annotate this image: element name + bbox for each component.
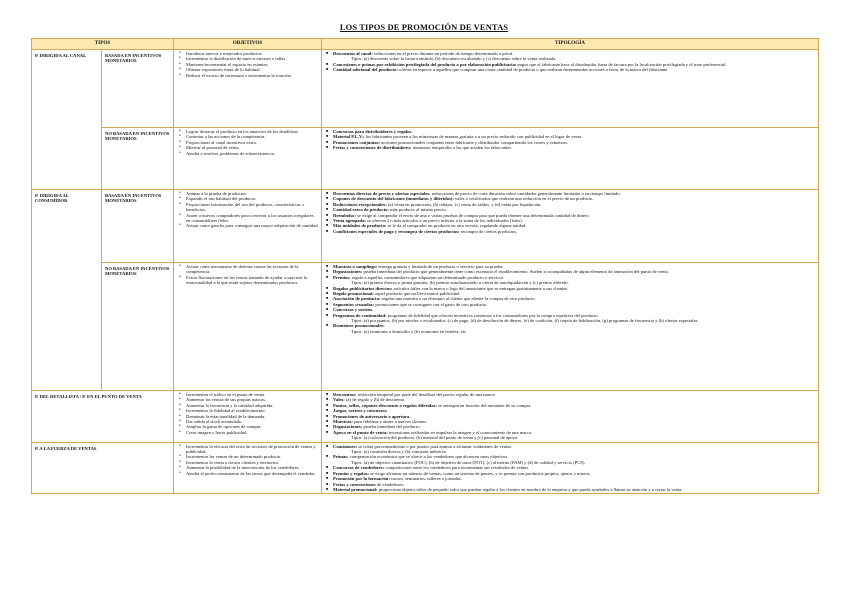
tipologia-item [333, 275, 816, 280]
tipologia-description: prueba inmediata del producto que generalmente tiene como escenario el establecimiento. Suelen ir acompañadas de algún elemento de animación del punto de venta. [362, 269, 669, 275]
objetivos-cell [174, 128, 322, 190]
tipologia-term: Descuentos al canal: [333, 51, 373, 56]
table-row [32, 442, 819, 494]
category-cell: P. DEL DETALLISTA / P. EN EL PUNTO DE VENTA [32, 391, 174, 443]
tipologia-item [333, 323, 816, 328]
header-tipologia: TIPOLOGÍA [322, 39, 819, 50]
objetivo-item: • Animar a la prueba de productos. [186, 191, 319, 196]
tipologia-term: Puntos, sellos, cupones-descuento o regalos diferidos: [333, 402, 437, 408]
tipologia-term: Asociación de producto: [333, 296, 381, 302]
tipologia-description: entrega gratuita y limitada de un producto o servicio para su prueba. [377, 264, 504, 269]
tipologia-description: proporciona objetos útiles de pequeño valor que puedan regalar a los clientes en nombre de la empresa y que pueda ayudarles a llamar su atención y a cerrar la venta. [377, 486, 683, 492]
objetivo-item: • Proporcionar información del uso del producto, características o beneficios. [186, 202, 319, 213]
objetivo-item: • Incrementar la eficacia del resto de acciones de promoción de ventas y publicidad. [186, 444, 319, 455]
tipologia-term: Reuniones promocionales: [333, 323, 385, 329]
tipologia-term: Material P.L.V.: [333, 134, 365, 140]
tipologia-item [333, 444, 816, 449]
tipologia-term: Muestras: [333, 419, 353, 425]
objetivo-item: • Introducir nuevos o mejorados productos. [186, 51, 319, 56]
objetivo-item: • Motivar al personal de venta. [186, 145, 319, 150]
objetivos-cell [174, 190, 322, 263]
tipologia-term: Descuentos directos de precio y ofertas especiales: [333, 191, 431, 196]
tipologia-description: (a) de regalo y (b) de descuento. [344, 397, 406, 403]
tipologia-description: de vendedores. [375, 481, 405, 487]
tipologia-description: inversiones realizadas en impulsar la imagen y el conocimiento de una marca. [387, 429, 533, 435]
tipologia-term: Muestras o samplings: [333, 264, 378, 269]
tipologia-term: Degustaciones: [333, 424, 363, 430]
tipologia-term: Programas de continuidad: [333, 312, 387, 318]
tipologia-description: reducción temporal por parte del detallista del precio regular de una marca. [356, 392, 496, 397]
tipologia-description: compensación económica que se ofrece a los vendedores que alcancen unos objetivos. [348, 454, 509, 460]
tipologia-term: Descuentos: [333, 392, 357, 397]
tipologia-subtypes: Tipos: (a) comisión directa y (b) comisión indirecta. [351, 449, 447, 455]
tipologia-description: se le da al comprador un producto en otro envase, regalando alguna unidad. [386, 223, 527, 229]
tipologia-description: prueba inmediata del producto. [362, 424, 421, 430]
tipologia-cell [322, 50, 819, 128]
tipologia-description: vales o certificados que realizan una reducción en el precio de un producto. [453, 196, 594, 202]
category-cell: P. DIRIGIDA AL CANAL [32, 50, 102, 190]
objetivo-item: • Incrementar el tráfico en el punto de venta. [186, 392, 319, 397]
tipologia-term: Concursos y sorteos. [333, 307, 374, 313]
objetivo-item: • Dar salida al stock acumulado. [186, 419, 319, 424]
objetivo-item: • Incrementar las ventas de un determinado producto. [186, 454, 319, 459]
tipologia-description: pagos que el fabricante hace al distribuidor fuera de factura por la localización privilegiada y el trato preferencial. [516, 61, 727, 67]
objetivo-item: • Atraer a nuevos compradores para convertir a los usuarios irregulares en consumidores fieles. [186, 213, 319, 224]
tipologia-description: se cobra porcentualmente o por puntos para animar a alcanzar volúmenes de ventas. [357, 443, 513, 449]
objetivo-item: • Mantener/incrementar el espacio en estantes. [186, 62, 319, 67]
objetivo-item: • Lograr destacar el producto en los anuncios de los detallistas. [186, 129, 319, 134]
table-row [32, 190, 819, 263]
tipologia-description: ofertas en especie a aquellos que compran una cierta cantidad de producto o que realizan determinadas acciones a favor de la marca del fabricante. [397, 67, 669, 73]
tipologia-description: reducciones en el precio durante un periodo de tiempo determinado a priori. [372, 51, 514, 56]
tipologia-item [333, 487, 816, 492]
objetivos-cell [174, 442, 322, 494]
tipologia-subtypes: Tipos: (a) por puntos, (b) por niveles o escalonados, (c) de pago, (d) de devolución de dinero, (e) de coalición, (f) tarjeta de fidelización, (g) programas de frecuencia y (h) ofertas especiales. [351, 318, 699, 324]
objetivo-item: • Obtener expositores fuera de lo habitual. [186, 67, 319, 72]
tipologia-description: artículos útiles con la marca o logo del anunciante que se entregan gratuitamente a sus clientes. [392, 285, 569, 291]
objetivo-item: • Incrementar la fidelidad al establecimiento. [186, 408, 319, 413]
category-cell: P. A LA FUERZA DE VENTAS [32, 442, 174, 494]
tipologia-term: Degustaciones: [333, 269, 363, 275]
tipologia-item [333, 454, 816, 459]
tipologia-description: regalar una muestra o un obsequio al cliente que aliente la compra de otro producto. [380, 296, 536, 302]
objetivos-cell [174, 263, 322, 391]
subcategory-cell: NO BASADA EN INCENTIVOS MONETARIOS [102, 128, 174, 190]
tipologia-description: se ofrecen 2 o más artículos a un precio inferior a la suma de los individuales (lotes). [365, 218, 523, 224]
tipologia-description: los fabricantes proveen a los minoristas de manera gratuita o a un precio reducido con publicidad en el lugar de venta. [364, 134, 583, 140]
tipologia-cell [322, 442, 819, 494]
tipologia-list [324, 264, 816, 334]
header-tipos: TIPOS [32, 39, 174, 50]
objetivo-item: • Aumentar la frecuencia y la cantidad adquirida. [186, 403, 319, 408]
objetivo-item: • Incrementar la distribución de nuevos envases o tallas. [186, 56, 319, 61]
tipologia-list [324, 392, 816, 441]
tipologia-term: Material promocional: [333, 486, 378, 492]
tipologia-item [333, 51, 816, 56]
tipologia-term: Segmentos cruzados: [333, 301, 375, 307]
tipologia-term: Más unidades de producto: [333, 223, 387, 229]
objetivo-item: • Disminuir la estacionalidad de la demanda. [186, 414, 319, 419]
promotion-types-table [31, 38, 819, 494]
tipologia-list [324, 129, 816, 151]
tipologia-term: Concursos para distribuidores y regalos. [333, 129, 413, 134]
objetivos-list [176, 129, 319, 156]
header-objetivos: OBJETIVOS [174, 39, 322, 50]
objetivo-item: • Ayudar a resolver problemas de sobreexistencia. [186, 151, 319, 156]
table-row [32, 391, 819, 443]
tipologia-term: Ferias y convenciones [333, 481, 376, 487]
tipologia-description: se exige al comprador el envío de una o varias pruebas de compra para que pueda obtener una determinada cantidad de dinero. [355, 212, 590, 218]
tipologia-subtypes: Tipos: (a) colocación del producto, (b) material del punto de venta y (c) personal de apoyo. [351, 435, 519, 441]
tipologia-list [324, 51, 816, 73]
tipologia-term: Apoyo en el punto de venta: [333, 429, 388, 435]
objetivos-list [176, 264, 319, 286]
tipologia-description: más producto al mismo precio. [388, 207, 447, 213]
objetivo-item: • Contestar a las acciones de la competencia. [186, 134, 319, 139]
tipologia-term: Condiciones especiales de pago y recompra de ciertos productos: [333, 228, 460, 234]
tipologia-term: Premios: [333, 274, 351, 280]
tipologia-cell [322, 263, 819, 391]
tipologia-cell [322, 391, 819, 443]
tipologia-subtypes: Tipos: (a) premio directo o prima gratuita, (b) premio autofinanciado u oferta de autoliquidación y (c) premio diferido. [351, 280, 569, 286]
objetivos-cell [174, 391, 322, 443]
tipologia-subtypes: Tipos: (a) reuniones a domicilio y (b) reuniones en hoteles, etc. [351, 328, 468, 334]
objetivo-item: • Expandir el uso habitual del producto. [186, 196, 319, 201]
tipologia-term: Comisiones: [333, 443, 358, 449]
tipologia-term: Regalo promocional: [333, 291, 374, 297]
tipologia-term: Cantidad adicional del producto: [333, 67, 398, 73]
objetivo-item: • Incrementar la venta a ciertos clientes y territorios. [186, 460, 319, 465]
tipologia-term: Reducciones excepcionales: [333, 201, 387, 207]
tipologia-list [324, 191, 816, 234]
tipologia-term: Reembolso: [333, 212, 356, 218]
tipologia-description: aquel producto que no lleva marca publicidad. [373, 291, 461, 297]
objetivo-item: • Ampliar la gama de opciones de compra. [186, 424, 319, 429]
objetivo-item: • Proporcionar al canal incentivos extra. [186, 140, 319, 145]
subcategory-cell: BASADA EN INCENTIVOS MONETARIOS [102, 50, 174, 128]
objetivo-item: • Ayudar al perfeccionamiento de las tareas que desempeña el vendedor. [186, 471, 319, 476]
objetivo-item: • Aumentar la posibilidad de la intervención de los vendedores. [186, 465, 319, 470]
objetivo-item: • Actuar como gancho para conseguir una mayor adquisición de cantidad. [186, 223, 319, 228]
tipologia-term: Promociones conjuntas: [333, 139, 381, 145]
table-header-row [32, 39, 819, 50]
tipologia-cell [322, 190, 819, 263]
subcategory-cell: NO BASADA EN INCENTIVOS MONETARIOS [102, 263, 174, 391]
objetivos-list [176, 444, 319, 476]
tipologia-cell [322, 128, 819, 190]
tipologia-term: Cantidad extra de producto: [333, 207, 389, 213]
tipologia-description: promociones que se consiguen con el gasto de otro producto. [374, 301, 488, 307]
objetivo-item: • Aumentar las ventas de sus propias marcas. [186, 397, 319, 402]
tipologia-term: Premios y regalos: [333, 470, 370, 476]
tipologia-description: para fidelizar y atraer a nuevos clientes. [352, 419, 428, 425]
tipologia-description: (a) venta en promoción, (b) rebajas, (c) venta de saldos, y (d) venta por liquidación. [386, 201, 542, 207]
tipologia-term: Venta agrupada: [333, 218, 366, 224]
objetivos-list [176, 392, 319, 435]
tipologia-item [333, 67, 816, 72]
tipologia-description: recompra de ciertos productos. [459, 228, 518, 234]
tipologia-item [333, 430, 816, 435]
tipologia-description: reducciones de precio de corta duración sobre cantidades generalmente limitadas o en tiempo limitado. [430, 191, 621, 196]
tipologia-term: Promociones de aniversario o apertura. [333, 413, 411, 419]
tipologia-term: Vales: [333, 397, 345, 403]
subcategory-cell: BASADA EN INCENTIVOS MONETARIOS [102, 190, 174, 263]
tipologia-subtypes: Tipos: (a) descuento sobre la factura emitida, (b) descuento escalonado y (c) descuento sobre la venta realizada. [351, 56, 557, 62]
objetivo-item: • Actuar como mecanismo de defensa contra las acciones de la competencia. [186, 264, 319, 275]
tipologia-term: Primas: [333, 454, 349, 460]
category-cell: P. DIRIGIDA AL CONSUMIDOR [32, 190, 102, 391]
page-title: LOS TIPOS DE PROMOCIÓN DE VENTAS [339, 22, 509, 32]
tipologia-term: Promoción por la formación: [333, 476, 390, 482]
tipologia-description: competiciones entre los vendedores para incrementar sus resultados de ventas. [384, 465, 530, 471]
table-row [32, 263, 819, 391]
tipologia-item [333, 145, 816, 150]
objetivos-list [176, 51, 319, 78]
tipologia-list [324, 444, 816, 493]
tipologia-subtypes: Tipos: (a) de objetivo cuantitativo (POC), (b) de objetivo de tarea (POT), (c) al mérito (PAM) y (d) de calidad y servicio (PCS). [351, 459, 586, 465]
tipologia-item [333, 313, 816, 318]
objetivo-item: • Evitar fluctuaciones en las ventas tratando de ayudar a suavizar la estacionalidad a la que están sujetos determinados productos. [186, 275, 319, 286]
tipologia-term: Regalos publicitarios directos: [333, 285, 393, 291]
objetivos-cell [174, 50, 322, 128]
tipologia-description: acciones promocionales conjuntas entre fabricante y distribuidor compartiendo los costes y esfuerzos. [380, 139, 569, 145]
tipologia-description: reuniones temporales a las que acuden los fabricantes. [411, 145, 513, 151]
table-body [32, 50, 819, 494]
tipologia-term: Concursos de vendedores: [333, 465, 385, 471]
table-row [32, 128, 819, 190]
tipologia-item [333, 229, 816, 234]
tipologia-description: programas de fidelidad que ofrecen incentivos continuos a los consumidores por la compra repetitiva del producto. [386, 312, 599, 318]
tipologia-description: se entregan en función del montante de su compra. [436, 402, 532, 408]
tipologia-term: Ferias y convenciones de distribuidores: [333, 145, 412, 151]
tipologia-description: se exige alcanzar un número de ventas, como un sistema de puntos, y se premia con productos propios, ajenos y mixtos. [369, 470, 591, 476]
objetivos-list [176, 191, 319, 229]
tipologia-term: Concesiones o primas por exhibición privilegiada del producto o por elaboración publicitaria: [333, 61, 517, 67]
tipologia-term: Cupones de descuento del fabricante (inmediatos y diferidos): [333, 196, 454, 202]
objetivo-item: • Reducir el exceso de inventario e incrementar la rotación. [186, 73, 319, 78]
table-row [32, 50, 819, 128]
objetivo-item: • Crear imagen y hacer publicidad. [186, 430, 319, 435]
tipologia-description: regalo a aquellos consumidores que adquieran un determinado producto o servicio. [350, 274, 505, 280]
tipologia-description: cursos, seminarios, talleres o jornadas. [389, 476, 462, 482]
tipologia-term: Juegos, sorteos y concursos. [333, 408, 388, 414]
